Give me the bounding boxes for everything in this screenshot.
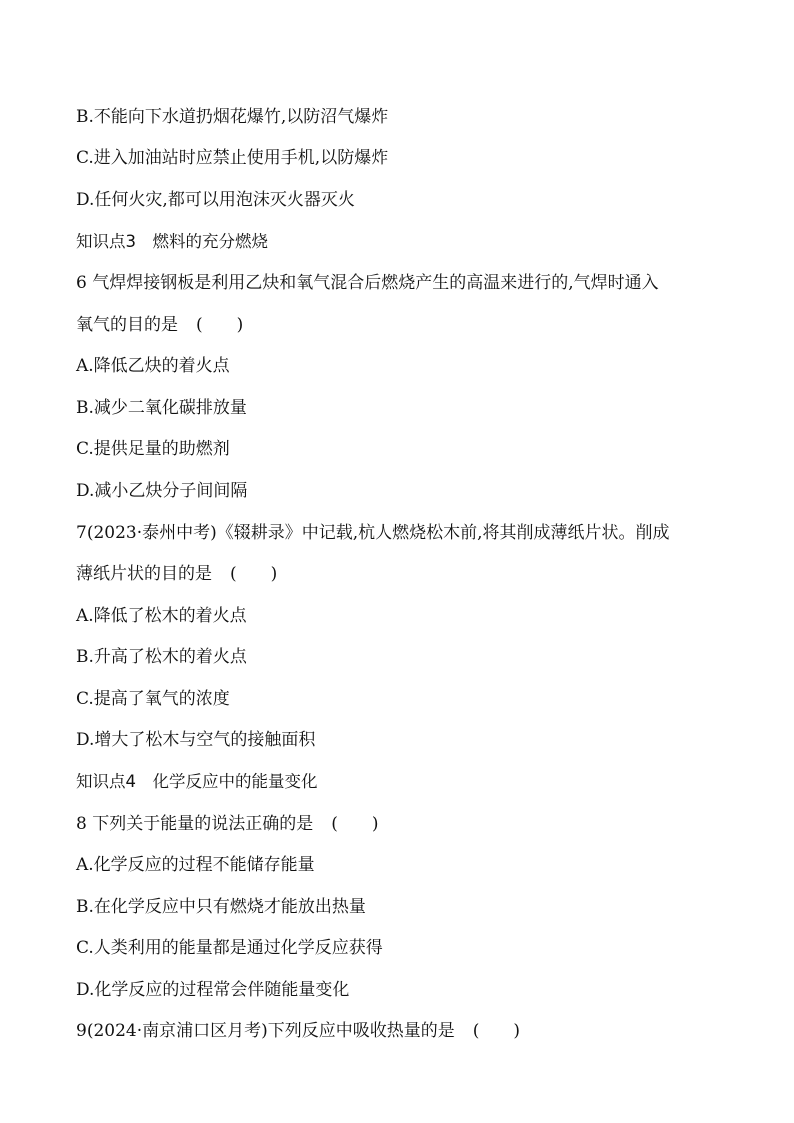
q6-option-c: C.提供足量的助燃剂 bbox=[76, 439, 230, 459]
q6-option-b: B.减少二氧化碳排放量 bbox=[76, 398, 247, 418]
q6-stem-text: 氧气的目的是 bbox=[76, 315, 178, 335]
q6-option-a: A.降低乙炔的着火点 bbox=[76, 356, 230, 376]
q9-answer-bracket: ( ) bbox=[472, 1021, 521, 1041]
q6-stem-line2 bbox=[76, 313, 243, 337]
q8-stem bbox=[76, 812, 379, 836]
q8-option-d: D.化学反应的过程常会伴随能量变化 bbox=[76, 980, 350, 1000]
q7-option-d: D.增大了松木与空气的接触面积 bbox=[76, 730, 316, 750]
q8-answer-bracket: ( ) bbox=[331, 814, 379, 834]
q9-stem-text: 9(2024·南京浦口区月考)下列反应中吸收热量的是 bbox=[76, 1021, 455, 1041]
q7-stem-text: 薄纸片状的目的是 bbox=[76, 564, 212, 584]
q6-stem-line1: 6 气焊焊接钢板是利用乙炔和氧气混合后燃烧产生的高温来进行的,气焊时通入 bbox=[76, 273, 659, 293]
q5-option-b: B.不能向下水道扔烟花爆竹,以防沼气爆炸 bbox=[76, 107, 389, 127]
q7-stem-line2 bbox=[76, 562, 277, 586]
q6-answer-bracket: ( ) bbox=[196, 315, 244, 335]
section-heading-4: 知识点4 化学反应中的能量变化 bbox=[76, 772, 318, 791]
q7-answer-bracket: ( ) bbox=[230, 564, 278, 584]
q8-option-a: A.化学反应的过程不能储存能量 bbox=[76, 855, 315, 875]
q7-option-c: C.提高了氧气的浓度 bbox=[76, 689, 230, 709]
section-heading-3: 知识点3 燃料的充分燃烧 bbox=[76, 232, 268, 251]
q5-option-c: C.进入加油站时应禁止使用手机,以防爆炸 bbox=[76, 148, 389, 168]
q8-option-c: C.人类利用的能量都是通过化学反应获得 bbox=[76, 938, 383, 958]
q7-option-b: B.升高了松木的着火点 bbox=[76, 647, 247, 667]
q7-option-a: A.降低了松木的着火点 bbox=[76, 606, 247, 626]
q8-stem-text: 8 下列关于能量的说法正确的是 bbox=[76, 814, 314, 834]
q5-option-d: D.任何火灾,都可以用泡沫灭火器灭火 bbox=[76, 190, 355, 210]
q9-stem bbox=[76, 1019, 520, 1043]
q6-option-d: D.减小乙炔分子间间隔 bbox=[76, 481, 248, 501]
q8-option-b: B.在化学反应中只有燃烧才能放出热量 bbox=[76, 897, 366, 917]
q7-stem-line1: 7(2023·泰州中考)《辍耕录》中记载,杭人燃烧松木前,将其削成薄纸片状。削成 bbox=[76, 523, 670, 543]
